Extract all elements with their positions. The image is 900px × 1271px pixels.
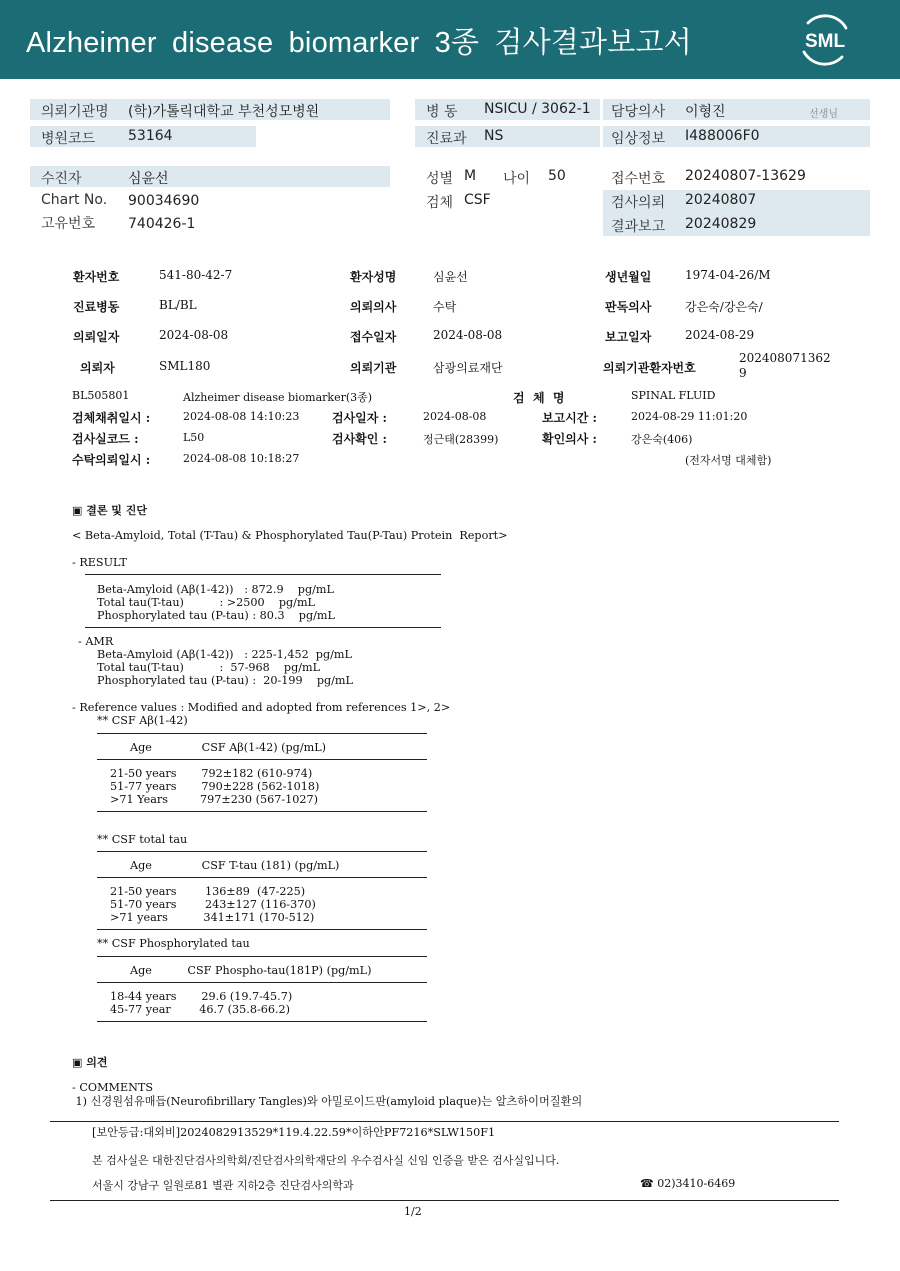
sex-label: 성별	[426, 171, 454, 187]
specimen-name-value: SPINAL FLUID	[631, 389, 716, 402]
lab-value: 2024-08-29	[685, 328, 755, 342]
section-conclusion: ▣ 결론 및 진단	[72, 504, 148, 517]
separator	[97, 956, 427, 957]
ref-tau-header: Age CSF T-tau (181) (pg/mL)	[130, 859, 340, 872]
report-time-value: 2024-08-29 11:01:20	[631, 410, 748, 423]
ref-ab-row: >71 Years 797±230 (567-1027)	[110, 793, 318, 806]
clinical-info-label: 임상정보	[611, 131, 666, 147]
unique-id-label: 고유번호	[41, 216, 96, 232]
department-value: NS	[484, 128, 504, 144]
amr-title: - AMR	[78, 635, 114, 648]
request-date-value: 20240807	[685, 192, 757, 208]
logo-text: SML	[804, 31, 846, 52]
receipt-no-value: 20240807-13629	[685, 168, 806, 184]
institution-label: 의뢰기관명	[41, 104, 109, 120]
separator	[97, 733, 427, 734]
ref-tau-row: >71 years 341±171 (170-512)	[110, 911, 315, 924]
clinical-info-value: I488006F0	[685, 128, 760, 144]
test-code: BL505801	[72, 389, 130, 402]
chart-no-label: Chart No.	[41, 192, 108, 208]
result-title: - RESULT	[72, 556, 127, 569]
e-signature-note: (전자서명 대체함)	[685, 454, 772, 467]
confirm-value: 정근태(28399)	[423, 433, 499, 446]
lab-value: 심윤선	[433, 270, 468, 284]
result-row: Beta-Amyloid (Aβ(1-42)) : 872.9 pg/mL	[97, 583, 334, 596]
ref-ptau-title: ** CSF Phosphorylated tau	[97, 937, 250, 950]
lab-value: SML180	[159, 359, 211, 373]
separator	[97, 759, 427, 760]
lab-label: 환자번호	[73, 270, 120, 284]
amr-row: Total tau(T-tau) : 57-968 pg/mL	[97, 661, 321, 674]
separator	[97, 1021, 427, 1022]
institution-value: (학)가톨릭대학교 부천성모병원	[128, 104, 320, 120]
comment-line: 1) 신경원섬유매듭(Neurofibrillary Tangles)와 아밀로이드판(amyloid plaque)는 알츠하이머질환의	[72, 1095, 583, 1108]
doctor-label: 담당의사	[611, 104, 666, 120]
confirm-label: 검사확인 :	[332, 432, 387, 446]
header-banner	[0, 0, 900, 79]
report-title: Alzheimer disease biomarker 3종 검사결과보고서	[26, 27, 692, 59]
lab-value: 1974-04-26/M	[685, 268, 771, 282]
address-line: 서울시 강남구 일원로81 별관 지하2층 진단검사의학과	[92, 1179, 354, 1192]
test-date-label: 검사일자 :	[332, 411, 387, 425]
separator	[85, 627, 441, 628]
sex-value: M	[464, 168, 477, 184]
patient-value: 심윤선	[128, 171, 169, 187]
certification-line: 본 검사실은 대한진단검사의학회/진단검사의학재단의 우수검사실 신임 인증을 받은 검사실입니다.	[92, 1154, 560, 1167]
chart-no-value: 90034690	[128, 193, 200, 209]
ward-value: NSICU / 3062-1	[484, 101, 591, 117]
separator	[97, 929, 427, 930]
collect-value: 2024-08-08 14:10:23	[183, 410, 300, 423]
ref-ab-row: 51-77 years 790±228 (562-1018)	[110, 780, 320, 793]
separator	[97, 811, 427, 812]
confirm-doctor-label: 확인의사 :	[542, 432, 597, 446]
lab-label: 판독의사	[605, 300, 652, 314]
footer-rule	[50, 1121, 839, 1122]
receipt-no-label: 접수번호	[611, 171, 666, 187]
lab-label: 진료병동	[73, 300, 120, 314]
request-date-label: 검사의뢰	[611, 195, 666, 211]
lab-label: 생년월일	[605, 270, 652, 284]
report-time-label: 보고시간 :	[542, 411, 597, 425]
accept-label: 수탁의뢰일시 :	[72, 453, 151, 467]
row-bg	[30, 166, 390, 187]
specimen-value: CSF	[464, 192, 491, 208]
collect-label: 검체채취일시 :	[72, 411, 151, 425]
lab-label: 환자성명	[350, 270, 397, 284]
amr-row: Beta-Amyloid (Aβ(1-42)) : 225-1,452 pg/mL	[97, 648, 352, 661]
section-opinion: ▣ 의견	[72, 1056, 108, 1069]
lab-room-label: 검사실코드 :	[72, 432, 139, 446]
doctor-suffix: 선생님	[809, 109, 838, 120]
lab-label: 의뢰기관	[350, 361, 397, 375]
separator	[97, 982, 427, 983]
patient-label: 수진자	[41, 171, 82, 187]
lab-label: 의뢰의사	[350, 300, 397, 314]
reference-title: - Reference values : Modified and adopted from references 1>, 2>	[72, 701, 451, 714]
specimen-label: 검체	[426, 195, 454, 211]
doctor-value: 이형진	[685, 104, 726, 120]
phone-line: ☎ 02)3410-6469	[640, 1177, 736, 1190]
report-intro: < Beta-Amyloid, Total (T-Tau) & Phosphorylated Tau(P-Tau) Protein Report>	[72, 529, 508, 542]
ref-ab-header: Age CSF Aβ(1-42) (pg/mL)	[130, 741, 327, 754]
lab-value: 수탁	[433, 300, 457, 314]
lab-value: 202408071362	[739, 351, 831, 365]
result-row: Total tau(T-tau) : >2500 pg/mL	[97, 596, 315, 609]
ref-ab-title: ** CSF Aβ(1-42)	[97, 714, 188, 727]
ref-tau-row: 51-70 years 243±127 (116-370)	[110, 898, 316, 911]
lab-value: 강은숙/강은숙/	[685, 300, 763, 314]
unique-id-value: 740426-1	[128, 216, 196, 232]
lab-value-wrap: 9	[739, 366, 747, 380]
comments-title: - COMMENTS	[72, 1081, 154, 1094]
ref-ptau-header: Age CSF Phospho-tau(181P) (pg/mL)	[130, 964, 372, 977]
amr-row: Phosphorylated tau (P-tau) : 20-199 pg/mL	[97, 674, 353, 687]
ref-ab-row: 21-50 years 792±182 (610-974)	[110, 767, 313, 780]
age-value: 50	[548, 168, 566, 184]
test-name: Alzheimer disease biomarker(3종)	[183, 391, 373, 404]
lab-label: 접수일자	[350, 330, 397, 344]
footer-rule	[50, 1200, 839, 1201]
separator	[85, 574, 441, 575]
ref-ptau-row: 45-77 year 46.7 (35.8-66.2)	[110, 1003, 291, 1016]
lab-label: 의뢰일자	[73, 330, 120, 344]
age-label: 나이	[503, 171, 531, 187]
separator	[97, 851, 427, 852]
hospital-code-label: 병원코드	[41, 131, 96, 147]
accept-value: 2024-08-08 10:18:27	[183, 452, 300, 465]
lab-value: 541-80-42-7	[159, 268, 233, 282]
lab-value: 삼광의료재단	[433, 361, 503, 375]
lab-value: BL/BL	[159, 298, 197, 312]
sml-logo	[796, 12, 854, 68]
lab-label: 의뢰기관환자번호	[603, 361, 696, 375]
ward-label: 병 동	[426, 104, 458, 120]
lab-room-value: L50	[183, 431, 205, 444]
result-row: Phosphorylated tau (P-tau) : 80.3 pg/mL	[97, 609, 335, 622]
result-date-value: 20240829	[685, 216, 757, 232]
department-label: 진료과	[426, 131, 467, 147]
ref-tau-row: 21-50 years 136±89 (47-225)	[110, 885, 306, 898]
lab-value: 2024-08-08	[159, 328, 229, 342]
ref-tau-title: ** CSF total tau	[97, 833, 188, 846]
ref-ptau-row: 18-44 years 29.6 (19.7-45.7)	[110, 990, 293, 1003]
page-number: 1/2	[404, 1205, 422, 1218]
lab-label: 보고일자	[605, 330, 652, 344]
result-date-label: 결과보고	[611, 219, 666, 235]
lab-label: 의뢰자	[80, 361, 115, 375]
test-date-value: 2024-08-08	[423, 410, 487, 423]
security-line: [보안등급:대외비]2024082913529*119.4.22.59*이하안PF7216*SLW150F1	[92, 1126, 496, 1139]
separator	[97, 877, 427, 878]
hospital-code-value: 53164	[128, 128, 173, 144]
specimen-name-label: 검 체 명	[513, 391, 565, 405]
lab-value: 2024-08-08	[433, 328, 503, 342]
confirm-doctor-value: 강은숙(406)	[631, 433, 693, 446]
